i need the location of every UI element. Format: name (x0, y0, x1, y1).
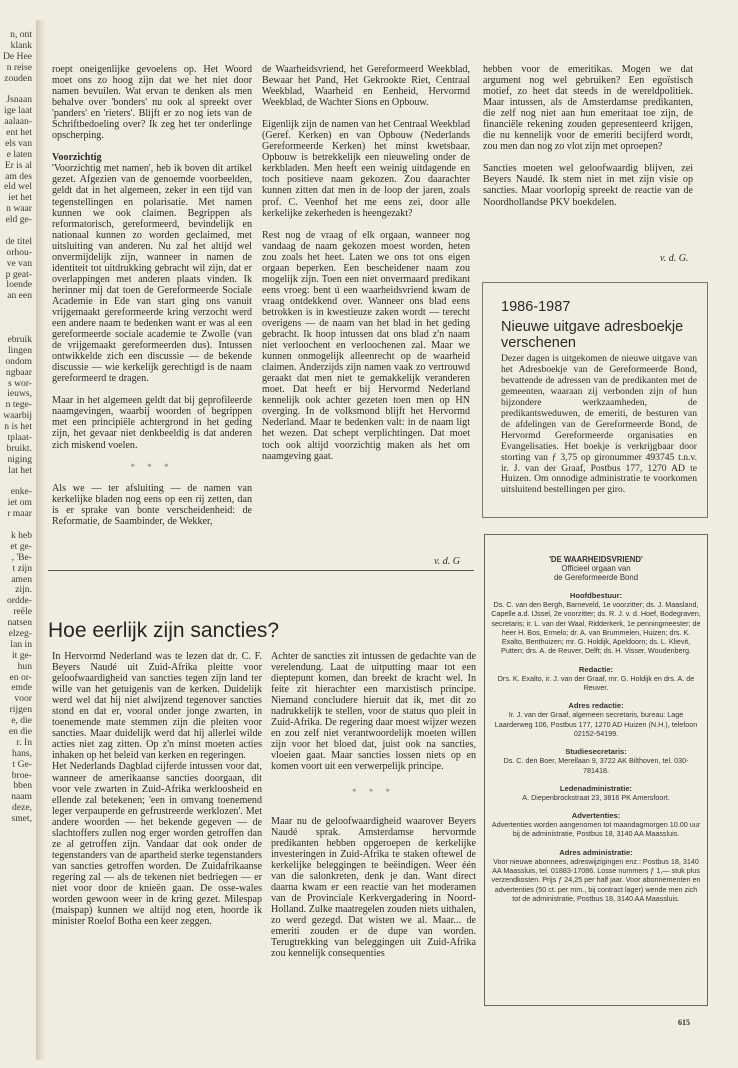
edge-text-line: ent het (6, 127, 32, 139)
edge-text-line: deze, (12, 802, 32, 814)
edge-text-line: iet om (7, 497, 32, 509)
edge-text-line: de titel (5, 235, 32, 247)
edge-text-line: en or- (9, 671, 32, 683)
edge-text-line: bben (13, 780, 32, 792)
edge-text-line: broe- (11, 769, 32, 781)
edge-text-line: elzeg- (8, 627, 32, 639)
edge-text-line: it ge- (12, 649, 32, 661)
colophon-section-body: Voor nieuwe abonnees, adreswijzigingen enz.: Postbus 18, 3140 AA Maassluis, tel. 01883-17086. Losse nummers ƒ 1,— stuk plus verzendkosten. Prijs ƒ 24,25 per half jaar. Voor abonnementen en advertenties (50 ct. per mm., bij contract lager) wende men zich tot de administratie, Postbus 18, 3140 AA Maassluis. (491, 856, 701, 903)
article-headline: Hoe eerlijk zijn sancties? (48, 619, 280, 642)
colophon-section-heading: Redactie: (578, 664, 614, 674)
edge-text-line: s wor- (7, 377, 32, 389)
paragraph: Het Nederlands Dagblad cijferde intussen voor dat, wanneer de amerikaanse sancties doorgaan, dit voor vele zwarten in Zuid-Afrika werkloosheid en ellende zal betekenen; 'een in omvang toenemend leger verpauperde en gefrustreerde werklozen'. Met andere woorden — het bekende gegeven — de slachtoffers zullen nog erger worden getroffen dan ze al getroffen zijn. Vandaar dat ook onder de tegenstanders van de apartheid sterke tegenstanders van sancties getroffen worden. De Zuidafrikaanse regering zal — als de tekenen niet bedriegen — er niet voor door de knieën gaan. De osse-wales worden gewoon weer in de kring gezet. Milespap (maispap) kunnen we altijd nog eten, hoorde ik minister Roelof Botha een keer zeggen. (52, 761, 262, 928)
section-separator: * * * (130, 461, 174, 472)
edge-text-line: p geat- (5, 268, 32, 280)
edge-text-line: rijgen (9, 704, 32, 716)
edge-text-line: lingen (8, 344, 32, 356)
edge-text-line: ordde- (6, 595, 32, 607)
edge-text-line (0, 313, 34, 324)
colophon-section-heading: Studiesecretaris: (565, 747, 627, 757)
section-separator: * * * (352, 786, 395, 797)
edge-text-line: k heb (10, 529, 32, 541)
edge-text-line: ve van (6, 257, 32, 269)
edge-text-line: niging (7, 453, 32, 465)
edge-text-line: eld ge- (5, 214, 32, 226)
edge-text-line: waarbij (3, 410, 32, 422)
edge-text-line: ieuws, (7, 388, 32, 400)
announcement-box (482, 282, 708, 518)
edge-text-line: smet, (11, 813, 32, 825)
edge-text-line: amen (11, 573, 32, 585)
author-signature: v. d. G (434, 556, 460, 567)
edge-text-line: en die (8, 726, 32, 737)
colophon-section-body: Drs. K. Exalto, ir. J. van der Graaf, mr. G. Holdijk en drs. A. de Reuver. (497, 673, 695, 693)
colophon-section-heading: Ledenadministratie: (559, 783, 633, 793)
edge-text-line: iet het (8, 192, 32, 204)
edge-text-line: n, ont (10, 30, 32, 40)
colophon-section-body: Advertenties worden aangenomen tot maandagmorgen 10.00 uur bij de administratie, Postbus 18, 3140 AA Maassluis. (491, 820, 701, 839)
paragraph: roept oneigenlijke gevoelens op. Het Woord moet ons zo hoog zijn dat we het niet door namen bevuilen. Wat ervan te denken als men behalve over 'bonders' nu ook al spreekt over 'panders' en 'rieters'. Blijft er zo nog iets van de Schriftbedoeling over? Ik zeg het ter onderlinge opscherping. (52, 64, 252, 142)
article-column-2 (271, 651, 476, 970)
edge-text-line: naam (11, 791, 32, 803)
colophon-subtitle: Officieel orgaan van (561, 564, 631, 573)
edge-text-line: bruikt. (6, 442, 32, 454)
edge-text-line: am des (5, 170, 32, 182)
edge-text-line: lat het (8, 464, 32, 476)
edge-text-line: ngbaar (5, 366, 32, 378)
edge-text-line: voor (14, 693, 32, 705)
edge-text-line: De Hee (2, 50, 32, 62)
edge-text-line: r. In (16, 736, 32, 748)
colophon-sections (485, 591, 707, 903)
edge-text-line: n is het (4, 421, 32, 433)
edge-text-line: t zijn (12, 562, 32, 574)
edge-text-line: natsen (7, 617, 32, 629)
edge-text-line: r maar (7, 508, 32, 520)
paragraph: In Hervormd Nederland was te lezen dat dr. C. F. Beyers Naudé uit Zuid-Afrika pleitte voor geloofwaardigheid van sancties tegen zijn land ter wille van het getuigenis van de kerken. Duidelijk werd wel dat hij niet alwijzend tegenover sancties stond en dat er, vooral onder jonge zwarten, in toenemende mate stemmen zijn die pleiten voor sancties. Maar duidelijk werd dat hij allerlei wilde acties niet zag zitten. Op z'n minst moeten acties inhaken op het beleid van kerken en regeringen. (52, 651, 262, 762)
colophon-section-body: A. Diepenbrockstraat 23, 3816 PK Amersfoort. (522, 792, 670, 802)
edge-text-line: hun (17, 660, 32, 672)
paragraph: 'Voorzichtig met namen', heb ik boven dit artikel gezet. Afgezien van de genoemde voorbeelden, geldt dat in het algemeen, zeker in een tijd van tegenstellingen en polarisatie. Met namen kunnen we ook claimen. Begrippen als reformatorisch, gereformeerd, bevindelijk en nationaal kunnen zo worden geclaimed, met uitsluiting van anderen. Nu zal het altijd wel onvermijdelijk zijn, wanneer in namen de identiteit tot uitdrukking gebracht wil zijn, dat er overlappingen met anderen plaats vinden. Ik herinner mij dat toen de Gereformeerde Sociale Academie in Ede van start ging ons vanuit vrijgemaakt gereformeerde kring verzocht werd een andere naam te bedenken want er was al een gereformeerde sociale academie te Zwolle (van de vrijgemaakt gereformeerden dus). Intussen ontwikkelde zich een discussie — de bekende discussie — wie kerkelijk gerechtigd is de naam gereformeerd te dragen. (52, 163, 252, 385)
colophon-section-heading: Adres redactie: (568, 701, 624, 711)
edge-text-line: n reise (6, 61, 32, 73)
edge-text-line: enke- (10, 486, 32, 498)
edge-text-line (0, 302, 34, 313)
edge-text-line: Jsnaan (6, 94, 32, 106)
edge-text-line: e laten (6, 148, 32, 160)
paragraph: Als we — ter afsluiting — de namen van kerkelijke bladen nog eens op een rij zetten, dan is er sprake van bonte verscheidenheid: de Reformatie, de Saambinder, de Wekker, (52, 482, 252, 527)
colophon-subtitle: de Gereformeerde Bond (553, 573, 639, 582)
section-rule (48, 570, 474, 571)
edge-text-line: ige laat (4, 105, 32, 117)
box-year: 1986-1987 (501, 299, 571, 315)
edge-text-line: klank (10, 39, 32, 51)
edge-text-line: t Ge- (12, 758, 32, 770)
edge-text-line: e, die (11, 715, 32, 727)
edge-text-line: tplaat- (7, 431, 32, 443)
page-number: 615 (678, 1018, 690, 1027)
edge-text-line: ebruik (7, 333, 32, 345)
paragraph: de Waarheidsvriend, het Gereformeerd Weekblad, Bewaar het Pand, Het Gekrookte Riet, Centraal Weekblad, Waarheid en Eenheid, Hervormd Weekblad, de Wachter Sions en Opbouw. (262, 64, 470, 109)
edge-text-line: hans, (12, 747, 32, 759)
colophon-box (484, 534, 708, 1006)
paragraph: Maar in het algemeen geldt dat bij geprofileerde naamgevingen, waarbij woorden of begrippen met een principiële achtergrond in het geding zijn, het gevaar niet denkbeeldig is dat anderen zich miskend voelen. (52, 395, 252, 451)
column-1 (52, 64, 252, 538)
colophon-section-heading: Adres administratie: (559, 847, 633, 857)
edge-text-line: els van (5, 137, 32, 149)
box-title: Nieuwe uitgave adresboekje verschenen (501, 319, 684, 351)
paragraph: Achter de sancties zit intussen de gedachte van de verelendung. Laat de uitputting maar tot een dieptepunt komen, dan breekt de kracht wel. In feite zit hierachter een marxistisch principe. Niemand concludere hieruit dat ik, met dit zo nadrukkelijk te stellen, voor de status quo pleit in Zuid-Afrika. De regering daar moest wijzer wezen en zou zelf niet verantwoordelijk moeten willen zijn voor het bloed dat, juist ook na sancties, vloeien gaat. Maar sancties lossen niets op en komen voort uit een verwerpelijk principe. (271, 651, 476, 773)
edge-text-line: aalaan- (4, 116, 32, 128)
author-signature: v. d. G. (660, 253, 689, 264)
colophon-section-body: Ir. J. van der Graaf, algemeen secretaris, bureau: Lage Laarderweg 106, Postbus 177, 1270 AD Huizen (N.H.), telefoon 02152-54199. (494, 710, 698, 738)
edge-text-line: zouden (4, 72, 32, 84)
colophon-section-body: Ds. C. van den Bergh, Barneveld, 1e voorzitter; ds. J. Maasland, Capelle a.d. IJssel, 2e voorzitter; ds. R. J. v. d. Hoef, Bodegraven, secretaris; ir. L. van der Waal, Ridderkerk, 1e penningmeester; de heer H. Bos, Ermelo; dr. A. van Brummelen, Huizen; drs. K. Exalto, Benthuizen; mr. G. Holdijk, Apeldoorn; ds. L. Klievit, Putten; drs. A. de Reuver, Delft; ds. H. Visser, Woudenberg. (491, 600, 701, 656)
column-2 (262, 64, 470, 473)
column-3 (483, 64, 693, 219)
colophon-name: 'DE WAARHEIDSVRIEND' (549, 555, 643, 564)
article-column-1 (52, 651, 262, 938)
edge-text-line: reële (13, 606, 32, 618)
subheading: Voorzichtig (52, 152, 102, 164)
edge-text-line: ondom (5, 355, 32, 367)
edge-text-line: , 'Be- (11, 551, 32, 563)
edge-text-line: lan in (10, 638, 32, 650)
edge-text-line: eld wel (4, 181, 32, 193)
colophon-section-body: Ds. C. den Boer, Merellaan 9, 3722 AK Bilthoven, tel. 030-781418. (503, 756, 689, 775)
edge-text-line: orhou- (6, 246, 32, 258)
edge-text-line: et ge- (10, 540, 32, 552)
edge-text-line: zijn. (15, 584, 32, 596)
previous-page-edge (0, 30, 34, 1030)
paragraph: Eigenlijk zijn de namen van het Centraal Weekblad (Geref. Kerken) en van Opbouw (Nederlands Gereformeerde Kerken) het minst kwetsbaar. Opbouw is betrekkelijk een nieuweling onder de kerkbladen. Men heeft een weinig uitdagende en toch positieve naam gekozen. Zou daarachter kunnen zitten dat men in de loop der jaren, zoals prof. C. Veenhof het me eens zei, door alle kerkelijke zekerheden is heengezakt? (262, 119, 470, 219)
box-text: Dezer dagen is uitgekomen de nieuwe uitgave van het Adresboekje van de Gereformeerde Bond, bevattende de adressen van de predikanten met de gemeenten, waaraan zij verbonden zijn of hun bijzondere werkzaamheden, de predikantsweduwen, de emeriti, de besturen van de afdelingen van de Gereformeerde Bond, de Hervormd Gereformeerde organisaties en Evangelisaties. Het boekje is verkrijgbaar door storting van ƒ 3,75 op gironummer 493745 t.n.v. ir. J. van der Graaf, Postbus 177, 1270 AD te Huizen. Om onnodige administratie te voorkomen uitsluitend bestellingen per giro. (501, 353, 697, 496)
edge-text-line: Er is al (4, 159, 32, 171)
edge-text-line: an een (7, 290, 32, 302)
edge-text-line: n tege- (5, 399, 32, 411)
paragraph: Maar nu de geloofwaardigheid waarover Beyers Naudé sprak. Amsterdamse hervormde predikanten hebben opgeroepen de kerkelijke investeringen in Zuid-Afrika te staken oftewel de kerkelijke beleggingen te beëindigen. Weer één van die salonkreten, denk je dan. Want direct daarna kwam er een reactie van het moderamen van de Provinciale Kerkvergadering in Noord-Holland. Zulke maatregelen zouden niets uithalen, zo werd gezegd. Dat wisten we al. Maar... de emeriti zouden er de dupe van worden. Terugtrekking van beleggingen uit Zuid-Afrika zou kennelijk consequenties (271, 815, 476, 960)
paragraph: hebben voor de emeritikas. Mogen we dat argument nog wel gebruiken? Een egoïstisch motief, zo heet dat steeds in de wereldpolitiek. Maar intussen, als de Amsterdamse predikanten, die zelf nog niet aan hun emeritaat toe zijn, de financiële rekening zouden gepresenteerd krijgen, die nu kennelijk voor de emeriti becijferd wordt, zou men dan nog zo vlot zijn met oproepen? (483, 64, 693, 153)
edge-text-line: emde (11, 682, 32, 694)
edge-text-line: loende (6, 279, 32, 291)
edge-text-line: n waar (6, 203, 32, 215)
colophon-section-heading: Hoofdbestuur: (569, 591, 623, 600)
paragraph: Sancties moeten wel geloofwaardig blijven, zei Beyers Naudé. Ik stem niet in met zijn visie op sancties. Maar voorlopig spreekt de reactie van de Noordhollandse PKV boekdelen. (483, 163, 693, 208)
colophon-section-heading: Advertenties: (571, 811, 621, 821)
paragraph: Rest nog de vraag of elk orgaan, wanneer nog vandaag de naam gekozen moest worden, heten zou zoals het heet. Laten we ons tot ons eigen orgaan beperken. Een bescheidener naam zou mogelijk zijn. Toen een niet onvermaard predikant eens vroeg: bent ú een waarheidsvriend kwam de vraag ontdekkend over. Wanneer ons blad eens betrokken is in kwestieuze zaken wordt — terecht overigens — de naam van het blad in het geding gebracht. Ik hoop intussen dat ons blad z'n naam niet verloochent en verloochenen zal. Maar we kunnen onmogelijk alleenrecht op de waarheid claimen. Anderzijds zijn namen vaak zo vertrouwd geraakt dat men niet te gemakkelijk veranderen moet. Dat heeft er bij Hervormd Nederland kennelijk ook achter gezeten toen men op HN overging. In de volksmond blijft het Hervormd Nederland. Maar te bedenken valt: in de naam ligt het wezen. Dat schept verplichtingen. Dat moet toch ook altijd voorzichtig maken als het om naamgeving gaat. (262, 229, 470, 462)
page-gutter (36, 20, 46, 1060)
